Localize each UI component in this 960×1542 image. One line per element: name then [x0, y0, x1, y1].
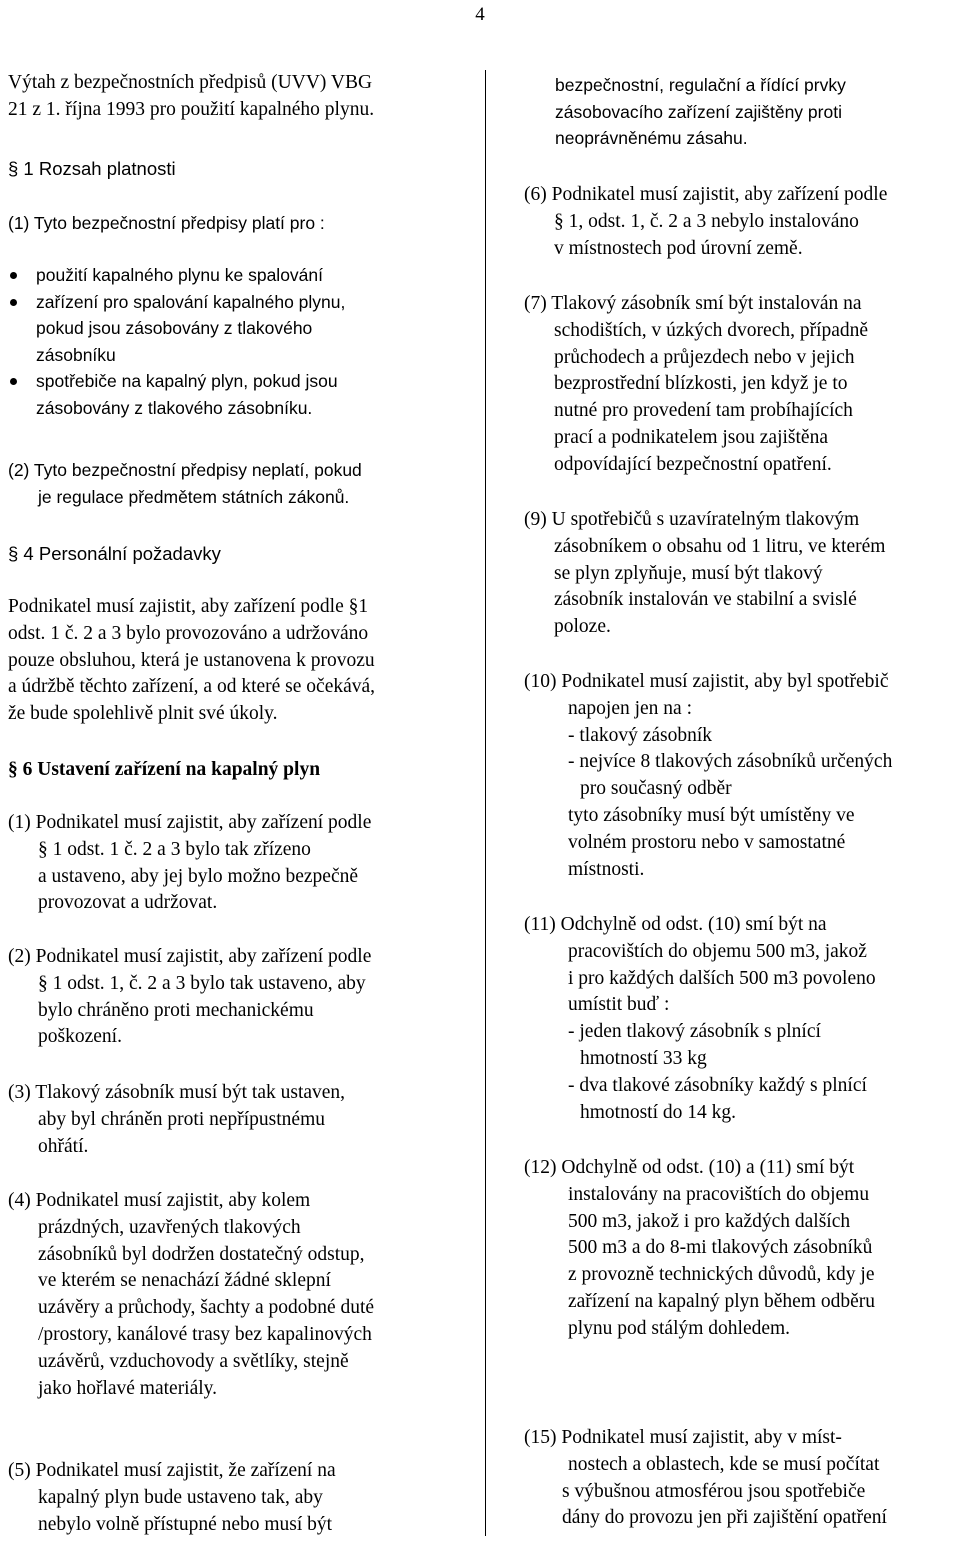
column-divider [485, 70, 486, 1536]
para-line: /prostory, kanálové trasy bez kapalinových [38, 1323, 372, 1345]
para-line: pracovištích do objemu 500 m3, jakož [568, 940, 867, 962]
para-line: neoprávněnému zásahu. [555, 128, 748, 148]
para-line: nutné pro provedení tam probíhajících [554, 400, 853, 422]
para-line: aby byl chráněn proti nepřípustnému [38, 1108, 326, 1130]
para-11 [524, 912, 960, 1126]
para-line: uzávěry a průchody, šachty a podobné duté [38, 1297, 375, 1319]
para-line: § 1 odst. 1 č. 2 a 3 bylo tak zřízeno [38, 838, 311, 860]
bullet-line: pokud jsou zásobovány z tlakového [36, 318, 313, 338]
para-line: zásobníkem o obsahu od 1 litru, ve kterém [554, 535, 886, 557]
para-line: je regulace předmětem státních zákonů. [38, 486, 350, 507]
para-line: (5) Podnikatel musí zajistit, že zařízení na [8, 1460, 336, 1481]
para-line: (2) Podnikatel musí zajistit, aby zařízení podle [8, 946, 372, 967]
para-line: a ustaveno, aby jej bylo možno bezpečně [38, 865, 359, 887]
para-line: průchodech a průjezdech nebo v jejich [554, 346, 855, 368]
bullet-line: zařízení pro spalování kapalného plynu, [36, 291, 346, 312]
para-line: nebylo volně přístupné nebo musí být [38, 1513, 333, 1535]
para-line: zásobník instalován ve stabilní a svislé [554, 589, 857, 611]
para-line: tyto zásobníky musí být umístěny ve [568, 804, 855, 826]
para-line: místnosti. [568, 858, 645, 880]
para-line: jako hořlavé materiály. [38, 1377, 218, 1399]
para-line: že bude spolehlivě plnit své úkoly. [8, 703, 278, 725]
section-4-heading: § 4 Personální požadavky [8, 543, 221, 564]
para-line: nostech a oblastech, kde se musí počítat [568, 1453, 880, 1475]
para-line: - nejvíce 8 tlakových zásobníků určených [568, 751, 893, 773]
para-line: napojen jen na : [568, 697, 692, 719]
para-line: 500 m3, jakož i pro každých dalších [568, 1210, 851, 1232]
section-6-para-2 [8, 944, 468, 1051]
para-line: (15) Podnikatel musí zajistit, aby v míst- [524, 1427, 842, 1448]
para-line: odpovídající bezpečnostní opatření. [554, 453, 832, 475]
para-line: bezpečnostní, regulační a řídící prvky [555, 75, 846, 95]
section-6-heading: § 6 Ustavení zařízení na kapalný plyn [8, 759, 321, 780]
bullet-item [8, 368, 468, 421]
para-line: - dva tlakové zásobníky každý s plnící [568, 1074, 867, 1096]
para-line: (2) Tyto bezpečnostní předpisy neplatí, pokud [8, 460, 362, 480]
para-10 [524, 669, 960, 883]
para-line: instalovány na pracovištích do objemu [568, 1183, 870, 1205]
section-6-para-4 [8, 1188, 468, 1402]
para-line: zařízení na kapalný plyn během odběru [568, 1290, 876, 1312]
bullet-icon [10, 272, 17, 279]
bullet-icon [10, 299, 17, 306]
section-6-para-1 [8, 810, 468, 917]
para-line: (10) Podnikatel musí zajistit, aby byl spotřebič [524, 671, 889, 692]
para-line: pouze obsluhou, která je ustanovena k provozu [8, 649, 375, 671]
para-line: ohřátí. [38, 1135, 89, 1157]
para-line: hmotností 33 kg [580, 1047, 707, 1069]
para-line: s výbušnou atmosférou jsou spotřebiče [562, 1480, 866, 1502]
para-line: prací a podnikatelem jsou zajištěna [554, 426, 828, 448]
intro-text [8, 70, 468, 124]
bullet-item [8, 262, 468, 289]
para-line: dány do provozu jen při zajištění opatření [562, 1507, 887, 1529]
para-line: (3) Tlakový zásobník musí být tak ustaven, [8, 1082, 346, 1103]
para-line: se plyn zplyňuje, musí být tlakový [554, 562, 823, 584]
bullet-line: použití kapalného plynu ke spalování [36, 265, 324, 285]
para-line: odst. 1 č. 2 a 3 bylo provozováno a udržováno [8, 622, 369, 644]
para-line: v místnostech pod úrovní země. [554, 237, 803, 259]
intro-line: Výtah z bezpečnostních předpisů (UVV) VBG [8, 72, 373, 93]
section-6-para-5 [8, 1458, 468, 1538]
para-line: - tlakový zásobník [568, 724, 713, 746]
para-line: prázdných, uzavřených tlakových [38, 1216, 301, 1238]
para-line: ve kterém se nenachází žádné sklepní [38, 1270, 331, 1292]
para-line: zásobovacího zařízení zajištěny proti [555, 101, 842, 122]
para-line: (6) Podnikatel musí zajistit, aby zařízení podle [524, 184, 888, 205]
para-6 [524, 182, 960, 262]
para-line: pro současný odběr [580, 778, 732, 800]
section-1-para-1: (1) Tyto bezpečnostní předpisy platí pro : [8, 213, 325, 233]
bullet-line: spotřebiče na kapalný plyn, pokud jsou [36, 371, 338, 391]
para-line: Podnikatel musí zajistit, aby zařízení podle §1 [8, 596, 369, 617]
para-line: poškození. [38, 1026, 122, 1048]
bullet-item [8, 289, 468, 369]
para-line: umístit buď : [568, 994, 670, 1016]
section-1-para-2 [8, 457, 468, 510]
para-line: z provozně technických důvodů, kdy je [568, 1264, 875, 1286]
section-1-heading: § 1 Rozsah platnosti [8, 158, 176, 179]
para-line: (11) Odchylně od odst. (10) smí být na [524, 914, 827, 935]
para-line: a údržbě těchto zařízení, a od které se očekává, [8, 676, 376, 698]
para-line: zásobníků byl dodržen dostatečný odstup, [38, 1243, 365, 1265]
section-6-para-3 [8, 1080, 468, 1160]
para-line: bylo chráněno proti mechanickému [38, 999, 314, 1021]
para-line: volném prostoru nebo v samostatné [568, 831, 846, 853]
para-line: uzávěrů, vzduchovody a světlíky, stejně [38, 1350, 349, 1372]
para-line: (1) Podnikatel musí zajistit, aby zařízení podle [8, 812, 372, 833]
para-line: plynu pod stálým dohledem. [568, 1317, 791, 1339]
para-line: hmotností do 14 kg. [580, 1101, 737, 1123]
para-7 [524, 291, 960, 479]
para-line: (9) U spotřebičů s uzavíratelným tlakovým [524, 509, 860, 530]
para-line: 500 m3 a do 8-mi tlakových zásobníků [568, 1237, 873, 1259]
para-line: bezprostřední blízkosti, jen když je to [554, 373, 848, 395]
intro-line: 21 z 1. října 1993 pro použití kapalného plynu. [8, 98, 375, 120]
para-line: poloze. [554, 616, 611, 638]
para-line: (12) Odchylně od odst. (10) a (11) smí být [524, 1157, 855, 1178]
para-line: (7) Tlakový zásobník smí být instalován na [524, 293, 862, 314]
para-line: schodištích, v úzkých dvorech, případně [554, 319, 869, 341]
section-4-text [8, 594, 468, 728]
page-number: 4 [475, 4, 485, 25]
para-line: (4) Podnikatel musí zajistit, aby kolem [8, 1190, 311, 1211]
para-line: § 1 odst. 1, č. 2 a 3 bylo tak ustaveno, aby [38, 972, 366, 994]
para-line: provozovat a udržovat. [38, 892, 218, 914]
right-continuation [555, 72, 955, 152]
para-line: kapalný plyn bude ustaveno tak, aby [38, 1486, 323, 1508]
section-1-bullet-list [8, 262, 468, 421]
bullet-line: zásobníku [36, 344, 116, 365]
para-line: i pro každých dalších 500 m3 povoleno [568, 967, 876, 989]
para-15 [524, 1425, 960, 1532]
bullet-line: zásobovány z tlakového zásobníku. [36, 397, 313, 418]
para-line: § 1, odst. 1, č. 2 a 3 nebylo instalováno [554, 210, 859, 232]
para-9 [524, 507, 960, 641]
para-12 [524, 1155, 960, 1343]
para-line: - jeden tlakový zásobník s plnící [568, 1021, 821, 1043]
bullet-icon [10, 378, 17, 385]
